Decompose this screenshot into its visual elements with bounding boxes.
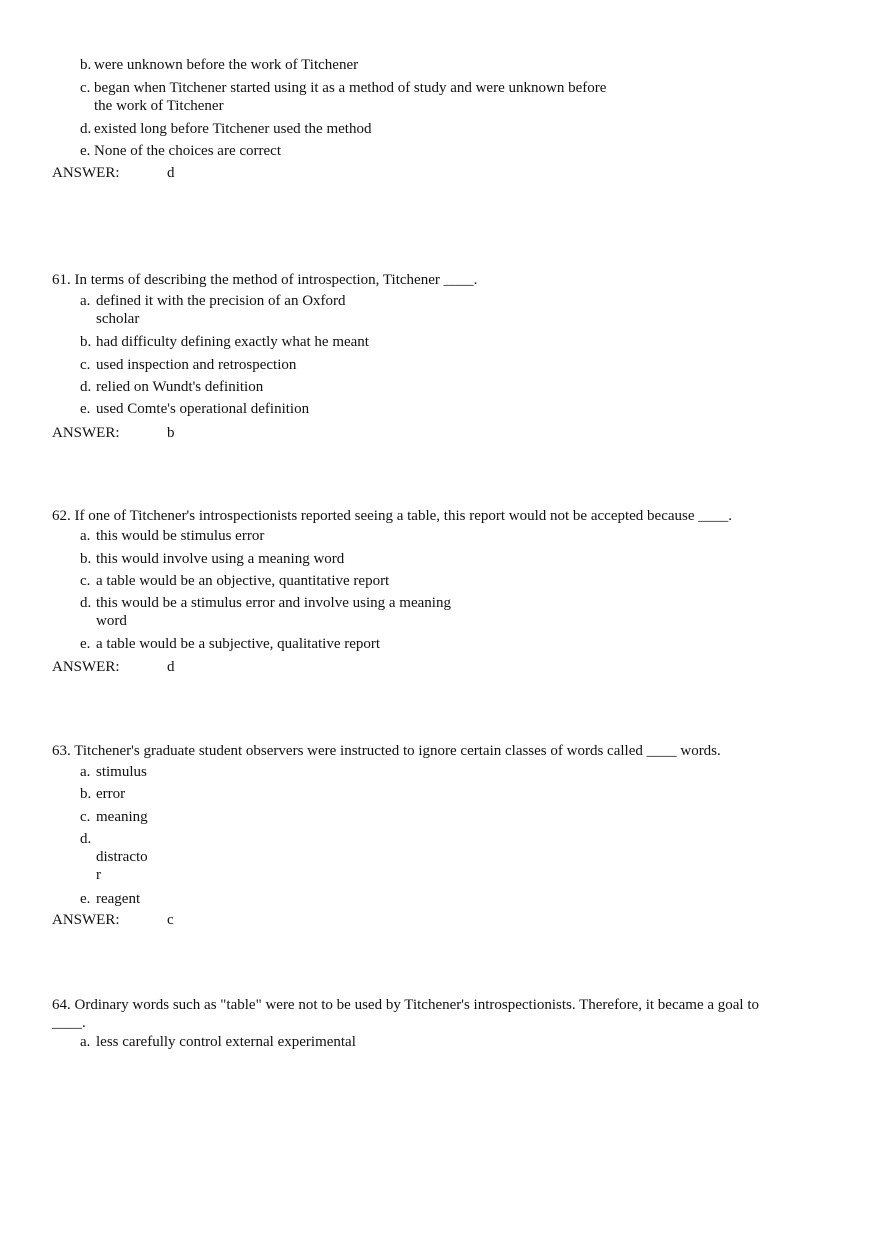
option-text-cont: word bbox=[96, 613, 127, 629]
answer-label: ANSWER: bbox=[52, 425, 120, 441]
option-letter: d. bbox=[80, 121, 92, 137]
option-text: a table would be a subjective, qualitative report bbox=[96, 636, 381, 652]
answer-value: d bbox=[167, 659, 175, 675]
option-letter: b. bbox=[80, 786, 92, 802]
option-letter: e. bbox=[80, 891, 91, 907]
option-text: stimulus bbox=[96, 764, 147, 780]
option-text: distracto bbox=[96, 849, 148, 865]
answer-value: c bbox=[167, 912, 174, 928]
question-text: 61. In terms of describing the method of introspection, Titchener ____. bbox=[52, 272, 478, 288]
question-text-cont: ____. bbox=[52, 1015, 86, 1031]
option-text: had difficulty defining exactly what he meant bbox=[96, 334, 369, 350]
option-text-cont: the work of Titchener bbox=[94, 98, 224, 114]
option-letter: a. bbox=[80, 764, 91, 780]
answer-label: ANSWER: bbox=[52, 912, 120, 928]
option-text: defined it with the precision of an Oxford bbox=[96, 293, 346, 309]
option-letter: c. bbox=[80, 573, 91, 589]
question-text: 64. Ordinary words such as "table" were not to be used by Titchener's introspectionists. Therefore, it became a goal to bbox=[52, 997, 759, 1013]
option-text: this would be a stimulus error and involve using a meaning bbox=[96, 595, 451, 611]
option-letter: b. bbox=[80, 334, 92, 350]
option-letter: c. bbox=[80, 357, 91, 373]
option-text: began when Titchener started using it as a method of study and were unknown before bbox=[94, 80, 607, 96]
answer-label: ANSWER: bbox=[52, 165, 120, 181]
option-letter: b. bbox=[80, 57, 92, 73]
option-text: used inspection and retrospection bbox=[96, 357, 297, 373]
option-text: existed long before Titchener used the method bbox=[94, 121, 372, 137]
option-letter: a. bbox=[80, 293, 91, 309]
option-letter: d. bbox=[80, 595, 92, 611]
answer-value: b bbox=[167, 425, 175, 441]
option-text: this would involve using a meaning word bbox=[96, 551, 345, 567]
option-text: error bbox=[96, 786, 126, 802]
option-text: relied on Wundt's definition bbox=[96, 379, 264, 395]
option-letter: b. bbox=[80, 551, 92, 567]
option-letter: a. bbox=[80, 1034, 91, 1050]
option-text: used Comte's operational definition bbox=[96, 401, 310, 417]
option-text: reagent bbox=[96, 891, 141, 907]
option-letter: e. bbox=[80, 143, 91, 159]
option-letter: e. bbox=[80, 636, 91, 652]
answer-value: d bbox=[167, 165, 175, 181]
question-text: 62. If one of Titchener's introspectionists reported seeing a table, this report would not be accepted because ____. bbox=[52, 508, 733, 524]
option-letter: d. bbox=[80, 379, 92, 395]
option-letter: e. bbox=[80, 401, 91, 417]
option-letter: a. bbox=[80, 528, 91, 544]
option-text: a table would be an objective, quantitative report bbox=[96, 573, 390, 589]
option-text: less carefully control external experimental bbox=[96, 1034, 356, 1050]
option-letter: d. bbox=[80, 831, 92, 847]
option-text: were unknown before the work of Titchener bbox=[94, 57, 359, 73]
option-text: meaning bbox=[96, 809, 148, 825]
option-text-cont: scholar bbox=[96, 311, 140, 327]
question-text: 63. Titchener's graduate student observers were instructed to ignore certain classes of words called ____ words. bbox=[52, 743, 721, 759]
answer-label: ANSWER: bbox=[52, 659, 120, 675]
option-text: None of the choices are correct bbox=[94, 143, 281, 159]
option-letter: c. bbox=[80, 809, 91, 825]
option-text-cont: r bbox=[96, 867, 101, 883]
option-letter: c. bbox=[80, 80, 91, 96]
option-text: this would be stimulus error bbox=[96, 528, 265, 544]
